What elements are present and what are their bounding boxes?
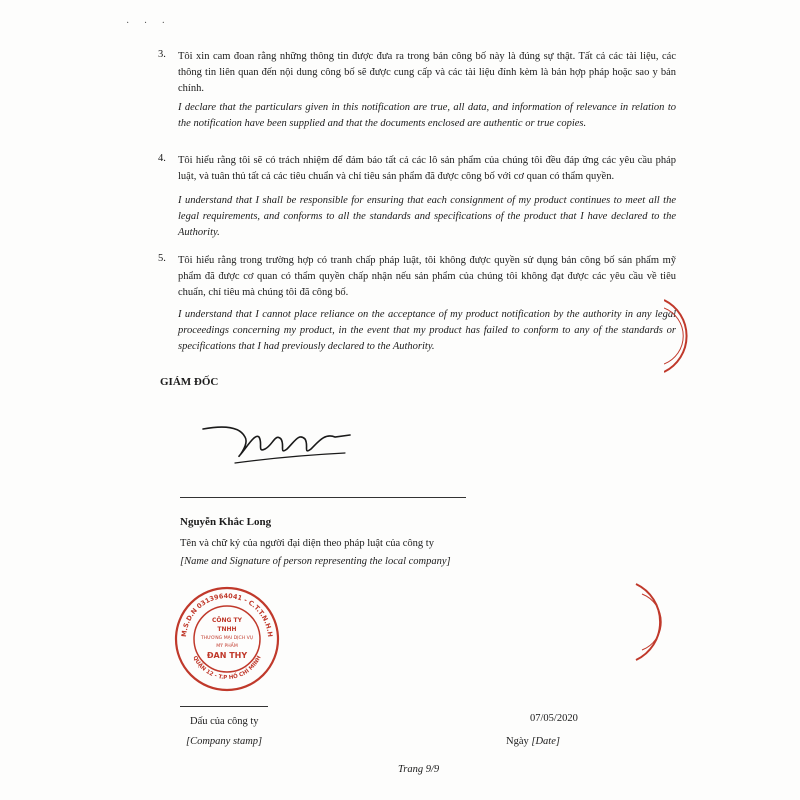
stamp-line-2: TNHH — [217, 626, 237, 633]
date-label — [506, 736, 560, 747]
signer-role-vi: Tên và chữ ký của người đại diện theo pháp luật của công ty — [180, 538, 434, 549]
declaration-item-3 — [158, 49, 676, 132]
stamp-ring-text: M.S.D.N 0313964041 - C.T.T.N.H.H — [179, 591, 275, 638]
stamp-label-vi: Dấu của công ty — [190, 716, 259, 727]
item-text-vi: Tôi hiểu rằng tôi sẽ có trách nhiệm để đảm bảo tất cả các lô sản phẩm của chúng tôi đều đáp ứng các yêu cầu pháp luật, và tuân thủ tất cả các tiêu chuẩn và chỉ tiêu sản phẩm đã được công bố với cơ quan có thẩm quyền. — [178, 155, 676, 182]
company-stamp — [172, 584, 282, 694]
stamp-line-3: THƯƠNG MẠI DỊCH VỤ — [200, 636, 254, 641]
signer-role-en: [Name and Signature of person representing the local company] — [180, 556, 451, 567]
scan-artifact-dots: · · · — [126, 18, 171, 29]
item-text-en: I understand that I cannot place reliance on the acceptance of my product notification by the authority in any legal proceedings concerning my product, in the event that my product has failed to conform to any of the standards or specifications that I had previously declared to the Authority. — [178, 309, 676, 352]
item-number: 4. — [158, 153, 166, 164]
stamp-line-4: MỸ PHẨM — [216, 644, 238, 649]
item-number: 5. — [158, 253, 166, 264]
stamp-line-1: CÔNG TY — [212, 617, 242, 624]
item-text-en: I declare that the particulars given in this notification are true, all data, and information of relevance in relation to the notification have been supplied and that the documents enclosed are authentic or true copies. — [178, 102, 676, 129]
date-label-en: [Date] — [531, 736, 560, 747]
stamp-line-5: ĐAN THY — [206, 651, 248, 660]
declaration-item-4 — [158, 153, 676, 241]
stamp-bottom-text: QUẬN 12 - T.P HỒ CHÍ MINH — [191, 655, 263, 682]
item-text-en: I understand that I shall be responsible for ensuring that each consignment of my product continues to meet all the legal requirements, and conforms to all the standards and specifications of the product that I have declared to the Authority. — [178, 195, 676, 238]
item-text-vi: Tôi xin cam đoan rằng những thông tin được đưa ra trong bản công bố này là đúng sự thật. Tất cả các tài liệu, các thông tin liên quan đến nội dung công bố sẽ được cung cấp và các tài liệu đính kèm là bản hợp pháp hoặc sao y bản chính. — [178, 51, 676, 94]
signature-line — [180, 497, 466, 498]
edge-stamp-mark-top — [664, 296, 700, 376]
page-number: Trang 9/9 — [398, 764, 440, 775]
handwritten-signature — [195, 415, 365, 475]
signer-name: Nguyễn Khắc Long — [180, 516, 272, 528]
declaration-item-5 — [158, 253, 676, 355]
item-number: 3. — [158, 49, 166, 60]
stamp-label-en: [Company stamp] — [186, 736, 263, 747]
date-value: 07/05/2020 — [530, 713, 578, 724]
item-text-vi: Tôi hiểu rằng trong trường hợp có tranh chấp pháp luật, tôi không được quyền sử dụng bản công bố sản phẩm mỹ phẩm đã được cơ quan có thẩm quyền chấp nhận nếu sản phẩm của chúng tôi không đạt được các yêu cầu về tiêu chuẩn, chỉ tiêu mà chúng tôi đã công bố. — [178, 255, 676, 298]
stamp-line — [180, 706, 268, 707]
director-title: GIÁM ĐỐC — [160, 376, 219, 388]
date-label-vi: Ngày — [506, 736, 529, 747]
edge-stamp-mark-bottom — [632, 580, 700, 664]
